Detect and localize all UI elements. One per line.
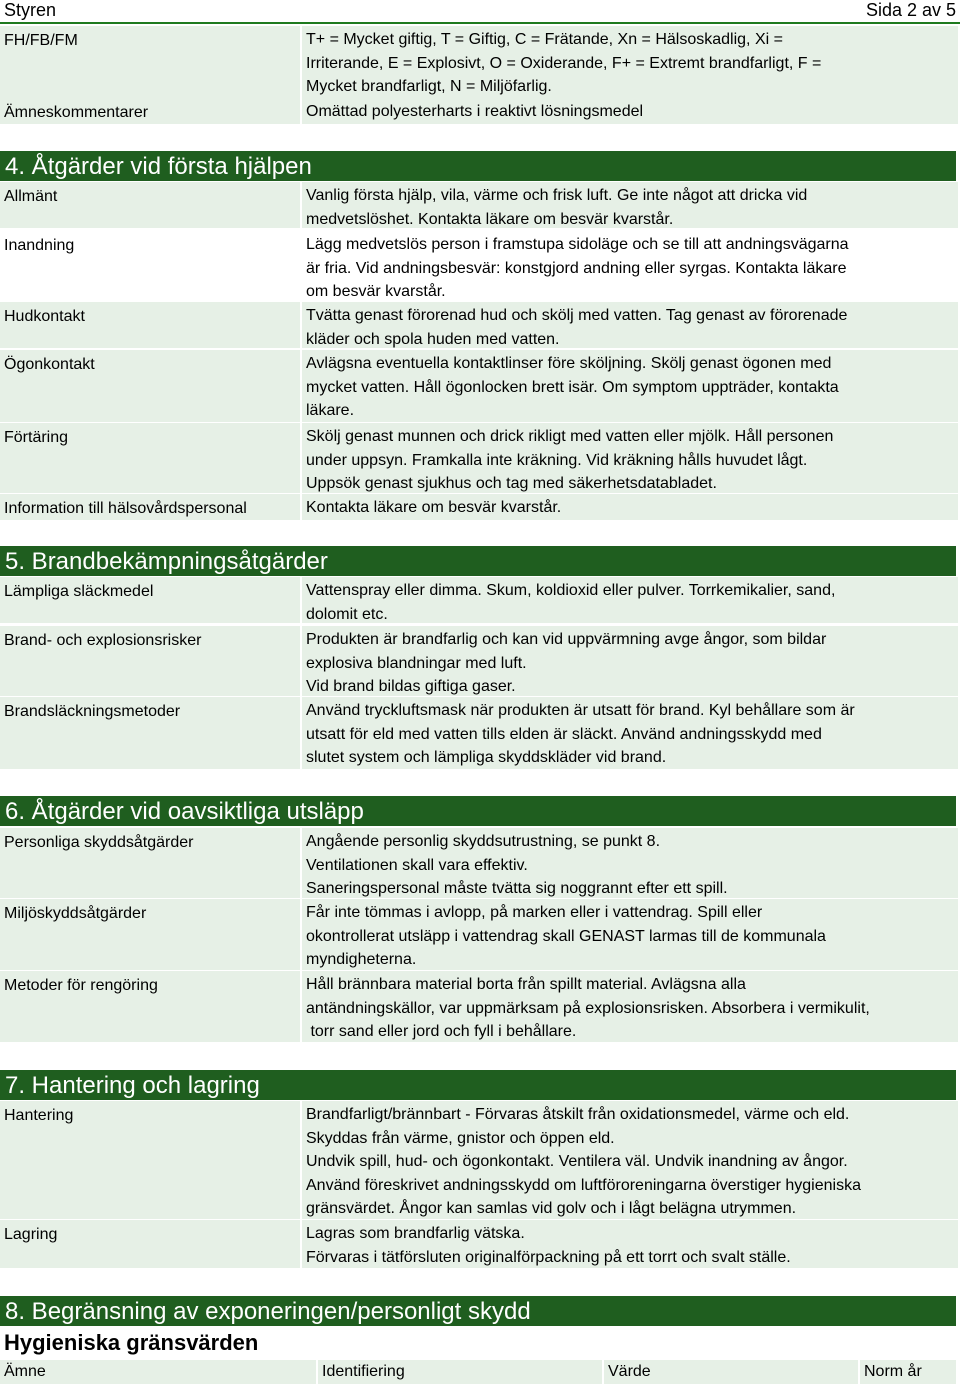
value-line: slutet system och lämpliga skyddskläder vid brand.: [306, 749, 667, 766]
value-line: om besvär kvarstår.: [306, 283, 446, 300]
value-line: Irriterande, E = Explosivt, O = Oxiderande, F+ = Extremt brandfarligt, F =: [306, 54, 822, 72]
section-heading-8: 8. Begränsning av exponeringen/personligt skydd: [0, 1296, 956, 1326]
row-value: [302, 231, 958, 301]
row-label: Personliga skyddsåtgärder: [0, 828, 300, 898]
row-personliga-skyddsatgarder: [0, 828, 960, 898]
value-line: Ventilationen skall vara effektiv.: [306, 856, 528, 874]
row-label: Lämpliga släckmedel: [0, 577, 300, 623]
value-line: Skölj genast munnen och drick rikligt med vatten eller mjölk. Håll personen: [306, 428, 834, 445]
value-line: torr sand eller jord och fyll i behållare.: [306, 1023, 577, 1040]
row-label: Förtäring: [0, 423, 300, 493]
section-heading-5: 5. Brandbekämpningsåtgärder: [0, 546, 956, 576]
section-heading-4: 4. Åtgärder vid första hjälpen: [0, 151, 956, 181]
row-brand-explosionsrisker: [0, 626, 960, 696]
value-line: Mycket brandfarligt, N = Miljöfarlig.: [306, 78, 552, 95]
page-header: [0, 0, 960, 22]
row-value: [302, 182, 958, 228]
row-label: Inandning: [0, 231, 300, 301]
row-value: [302, 697, 958, 769]
row-lagring: [0, 1220, 960, 1268]
row-label: Hantering: [0, 1101, 300, 1219]
value-line: Använd tryckluftsmask när produkten är utsatt för brand. Kyl behållare som är: [306, 702, 855, 719]
row-label: Lagring: [0, 1220, 300, 1268]
value-line: läkare.: [306, 402, 355, 419]
row-value: [302, 423, 958, 493]
value-line: Tvätta genast förorenad hud och skölj med vatten. Tag genast av förorenade: [306, 307, 848, 324]
table-header-varde: Värde: [604, 1360, 858, 1384]
row-value: [302, 1220, 958, 1268]
row-label: FH/FB/FM: [0, 26, 300, 98]
value-line: Vid brand bildas giftiga gaser.: [306, 678, 516, 695]
value-line: gränsvärdet. Ångor kan samlas vid golv och i lågt belägna utrymmen.: [306, 1200, 797, 1217]
row-fortaring: [0, 423, 960, 493]
row-value: [302, 1101, 958, 1219]
value-line: Lägg medvetslös person i framstupa sidoläge och se till att andningsvägarna: [306, 236, 849, 253]
value-line: okontrollerat utsläpp i vattendrag skall GENAST larmas till de kommunala: [306, 927, 826, 945]
row-value: [302, 828, 958, 898]
row-label: Ämneskommentarer: [0, 98, 300, 124]
value-line: är fria. Vid andningsbesvär: konstgjord andning eller syrgas. Kontakta läkare: [306, 259, 847, 277]
row-hudkontakt: [0, 302, 960, 348]
value-line: Undvik spill, hud- och ögonkontakt. Ventilera väl. Undvik inandning av ångor.: [306, 1153, 848, 1170]
value-line: Skyddas från värme, gnistor och öppen eld.: [306, 1129, 615, 1147]
row-label: Ögonkontakt: [0, 350, 300, 422]
row-hantering: [0, 1101, 960, 1219]
row-label: Metoder för rengöring: [0, 971, 300, 1042]
value-line: Brandfarligt/brännbart - Förvaras åtskilt från oxidationsmedel, värme och eld.: [306, 1106, 850, 1123]
info-row-fh: [0, 26, 960, 98]
value-line: Vanlig första hjälp, vila, värme och frisk luft. Ge inte något att dricka vid: [306, 187, 808, 204]
row-inandning: [0, 231, 960, 301]
row-allmant: [0, 182, 960, 228]
value-line: Använd föreskrivet andningsskydd om luftföroreningarna överstiger hygieniska: [306, 1176, 861, 1194]
value-line: Förvaras i tätförsluten originalförpackning på ett torrt och svalt ställe.: [306, 1248, 791, 1266]
value-line: antändningskällor, var uppmärksam på explosionsrisken. Absorbera i vermikulit,: [306, 999, 870, 1017]
row-metoder-rengoring: [0, 971, 960, 1042]
info-row-comments: [0, 98, 960, 124]
row-value: [302, 899, 958, 970]
value-line: Produkten är brandfarlig och kan vid uppvärmning avge ångor, som bildar: [306, 631, 827, 648]
row-value: [302, 98, 958, 124]
value-line: explosiva blandningar med luft.: [306, 654, 527, 672]
value-line: Får inte tömmas i avlopp, på marken eller i vattendrag. Spill eller: [306, 904, 763, 921]
value-line: Omättad polyesterharts i reaktivt lösningsmedel: [306, 103, 644, 120]
value-line: under uppsyn. Framkalla inte kräkning. Vid kräkning hålls huvudet lågt.: [306, 451, 808, 469]
row-value: [302, 494, 958, 520]
table-header-identifiering: Identifiering: [318, 1360, 602, 1384]
value-line: myndigheterna.: [306, 951, 417, 968]
row-miljoskyddsatgarder: [0, 899, 960, 970]
value-line: kläder och spola huden med vatten.: [306, 330, 560, 348]
section-heading-6: 6. Åtgärder vid oavsiktliga utsläpp: [0, 796, 956, 826]
row-value: [302, 971, 958, 1042]
row-value: [302, 626, 958, 696]
value-line: Kontakta läkare om besvär kvarstår.: [306, 499, 562, 516]
row-lampliga-slackmedel: [0, 577, 960, 623]
row-brandslackningsmetoder: [0, 697, 960, 769]
row-value: [302, 577, 958, 623]
table-header-amne: Ämne: [0, 1360, 316, 1384]
row-label: Brand- och explosionsrisker: [0, 626, 300, 696]
value-line: Håll brännbara material borta från spillt material. Avlägsna alla: [306, 976, 746, 993]
row-value: [302, 26, 958, 98]
table-header-norm-ar: Norm år: [860, 1360, 956, 1384]
value-line: mycket vatten. Håll ögonlocken brett isär. Om symptom uppträder, kontakta: [306, 378, 839, 396]
row-label: Brandsläckningsmetoder: [0, 697, 300, 769]
section-heading-7: 7. Hantering och lagring: [0, 1070, 956, 1100]
header-rule: [0, 22, 960, 24]
row-value: [302, 350, 958, 422]
value-line: T+ = Mycket giftig, T = Giftig, C = Frätande, Xn = Hälsoskadlig, Xi =: [306, 31, 783, 48]
value-line: utsatt för eld med vatten tills elden är släckt. Använd andningsskydd med: [306, 725, 822, 743]
row-label: Information till hälsovårdspersonal: [0, 494, 300, 520]
row-label: Allmänt: [0, 182, 300, 228]
value-line: medvetslöshet. Kontakta läkare om besvär kvarstår.: [306, 210, 674, 228]
value-line: Angående personlig skyddsutrustning, se punkt 8.: [306, 833, 661, 850]
value-line: Vattenspray eller dimma. Skum, koldioxid eller pulver. Torrkemikalier, sand,: [306, 582, 836, 599]
row-ogonkontakt: [0, 350, 960, 422]
value-line: Lagras som brandfarlig vätska.: [306, 1225, 525, 1242]
value-line: Uppsök genast sjukhus och tag med säkerhetsdatabladet.: [306, 475, 717, 492]
header-product-name: Styren: [4, 0, 57, 20]
row-value: [302, 302, 958, 348]
value-line: Avlägsna eventuella kontaktlinser före sköljning. Skölj genast ögonen med: [306, 355, 832, 372]
row-label: Hudkontakt: [0, 302, 300, 348]
header-page-number: Sida 2 av 5: [865, 0, 956, 20]
row-information-halsovard: [0, 494, 960, 520]
value-line: dolomit etc.: [306, 605, 388, 623]
row-label: Miljöskyddsåtgärder: [0, 899, 300, 970]
subheading-hygieniska-gransvarden: Hygieniska gränsvärden: [4, 1330, 259, 1355]
value-line: Saneringspersonal måste tvätta sig noggrannt efter ett spill.: [306, 880, 728, 897]
